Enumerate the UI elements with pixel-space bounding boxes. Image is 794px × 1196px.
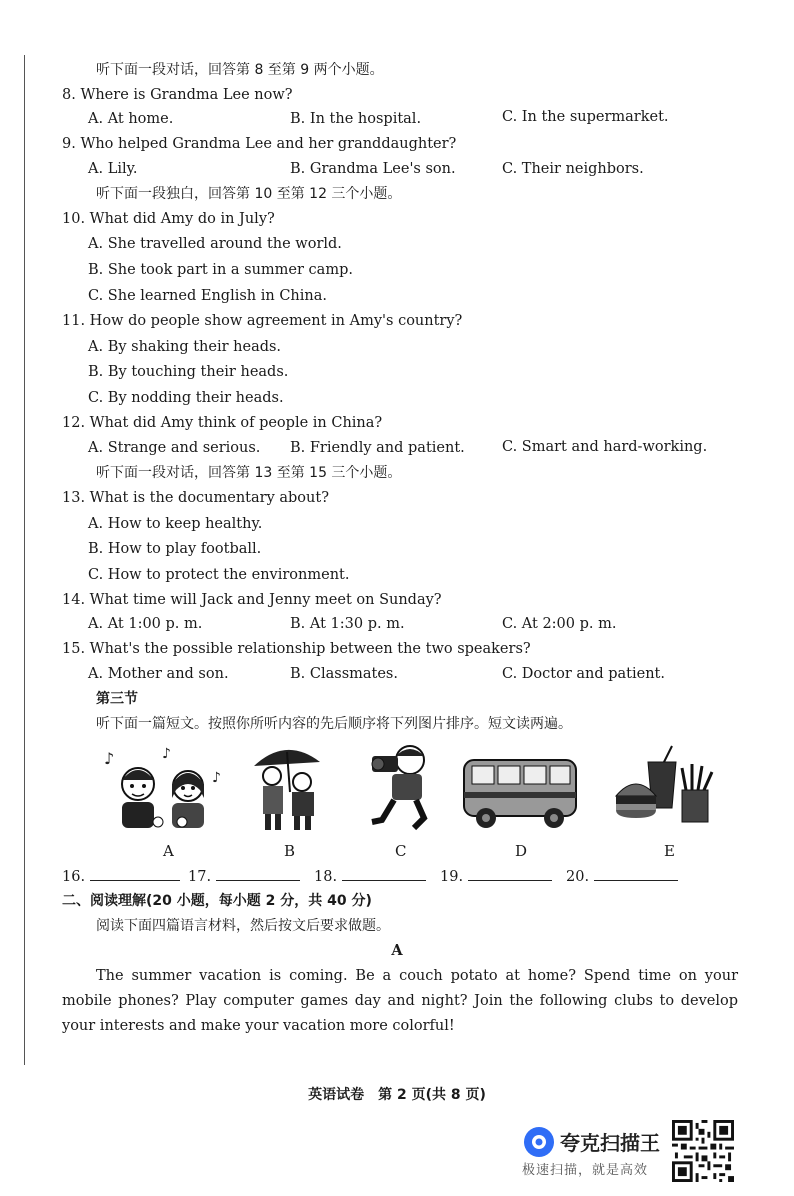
answer-blank-19 xyxy=(440,866,552,887)
picture-b-umbrella-illustration xyxy=(250,742,328,832)
q15-option-b: B. Classmates. xyxy=(290,666,398,682)
question-14: 14. What time will Jack and Jenny meet on Sunday? xyxy=(62,592,442,608)
brand-name: 夸克扫描王 xyxy=(560,1131,660,1155)
blank-16-line[interactable] xyxy=(90,866,180,881)
answer-blank-17 xyxy=(188,866,300,887)
q11-option-a: A. By shaking their heads. xyxy=(88,339,282,355)
q14-option-c: C. At 2:00 p. m. xyxy=(502,616,617,632)
q8-option-c: C. In the supermarket. xyxy=(502,109,669,125)
q8-option-b: B. In the hospital. xyxy=(290,111,422,127)
q13-option-a: A. How to keep healthy. xyxy=(88,516,263,532)
q14-option-b: B. At 1:30 p. m. xyxy=(290,616,405,632)
q9-option-a: A. Lily. xyxy=(88,161,138,177)
svg-text:♪: ♪ xyxy=(212,770,221,786)
brand-slogan: 极速扫描，就是高效 xyxy=(522,1163,649,1178)
picture-b-label: B xyxy=(284,842,296,860)
q8-option-a: A. At home. xyxy=(88,111,174,127)
part3-instructions: 听下面一篇短文。按照你所听内容的先后顺序将下列图片排序。短文读两遍。 xyxy=(96,716,572,732)
q9-option-b: B. Grandma Lee's son. xyxy=(290,161,456,177)
section-intro-8-9: 听下面一段对话，回答第 8 至第 9 两个小题。 xyxy=(96,62,384,78)
picture-e-label: E xyxy=(664,842,675,860)
blank-19-line[interactable] xyxy=(468,866,552,881)
blank-18-line[interactable] xyxy=(342,866,426,881)
section-intro-13-15: 听下面一段对话，回答第 13 至第 15 三个小题。 xyxy=(96,465,402,481)
brand-logo-icon xyxy=(522,1125,556,1159)
picture-c-label: C xyxy=(395,842,407,860)
blank-17-line[interactable] xyxy=(216,866,300,881)
q9-option-c: C. Their neighbors. xyxy=(502,161,644,177)
reading-instructions: 阅读下面四篇语言材料，然后按文后要求做题。 xyxy=(96,918,390,934)
svg-text:♪: ♪ xyxy=(104,749,115,768)
blank-18-number: 18. xyxy=(314,869,338,885)
q12-option-c: C. Smart and hard-working. xyxy=(502,439,708,455)
page-footer: 英语试卷 第 2 页(共 8 页) xyxy=(308,1087,486,1103)
answer-blank-16 xyxy=(62,866,180,887)
question-12: 12. What did Amy think of people in China? xyxy=(62,415,383,431)
answer-blank-18 xyxy=(314,866,426,887)
q13-option-c: C. How to protect the environment. xyxy=(88,567,350,583)
q10-option-c: C. She learned English in China. xyxy=(88,288,327,304)
picture-e-fastfood-illustration xyxy=(612,742,716,832)
question-9: 9. Who helped Grandma Lee and her granddaughter? xyxy=(62,136,457,152)
picture-a-talking-illustration xyxy=(100,742,230,832)
blank-20-line[interactable] xyxy=(594,866,678,881)
q11-option-c: C. By nodding their heads. xyxy=(88,390,284,406)
passage-a-label: A xyxy=(391,942,403,959)
question-11: 11. How do people show agreement in Amy's country? xyxy=(62,313,463,329)
q10-option-a: A. She travelled around the world. xyxy=(88,236,342,252)
qr-code-icon xyxy=(672,1120,734,1182)
q15-option-c: C. Doctor and patient. xyxy=(502,666,665,682)
q10-option-b: B. She took part in a summer camp. xyxy=(88,262,353,278)
svg-text:♪: ♪ xyxy=(162,746,171,762)
picture-d-label: D xyxy=(515,842,528,860)
q14-option-a: A. At 1:00 p. m. xyxy=(88,616,203,632)
q11-option-b: B. By touching their heads. xyxy=(88,364,289,380)
section-intro-10-12: 听下面一段独白，回答第 10 至第 12 三个小题。 xyxy=(96,186,402,202)
q12-option-a: A. Strange and serious. xyxy=(88,440,261,456)
picture-a-label: A xyxy=(163,842,174,860)
question-8: 8. Where is Grandma Lee now? xyxy=(62,87,293,103)
blank-17-number: 17. xyxy=(188,869,212,885)
q13-option-b: B. How to play football. xyxy=(88,541,262,557)
q15-option-a: A. Mother and son. xyxy=(88,666,229,682)
blank-20-number: 20. xyxy=(566,869,590,885)
part3-title: 第三节 xyxy=(96,691,138,707)
question-13: 13. What is the documentary about? xyxy=(62,490,329,506)
picture-d-bus-illustration xyxy=(460,742,582,832)
question-15: 15. What's the possible relationship between the two speakers? xyxy=(62,641,531,657)
question-10: 10. What did Amy do in July? xyxy=(62,211,275,227)
q12-option-b: B. Friendly and patient. xyxy=(290,440,465,456)
binding-margin-line xyxy=(24,55,25,1065)
scanner-brand-watermark xyxy=(520,1123,670,1183)
blank-16-number: 16. xyxy=(62,869,86,885)
answer-blank-20 xyxy=(566,866,678,887)
reading-section-title: 二、阅读理解(20 小题，每小题 2 分，共 40 分) xyxy=(62,893,372,909)
blank-19-number: 19. xyxy=(440,869,464,885)
picture-c-photographer-illustration xyxy=(366,742,436,832)
passage-a-text: The summer vacation is coming. Be a couch potato at home? Spend time on your mobile phones? Play computer games day and night? Join the following clubs to develop your interests and make your vacation more colorful! xyxy=(62,968,738,1034)
